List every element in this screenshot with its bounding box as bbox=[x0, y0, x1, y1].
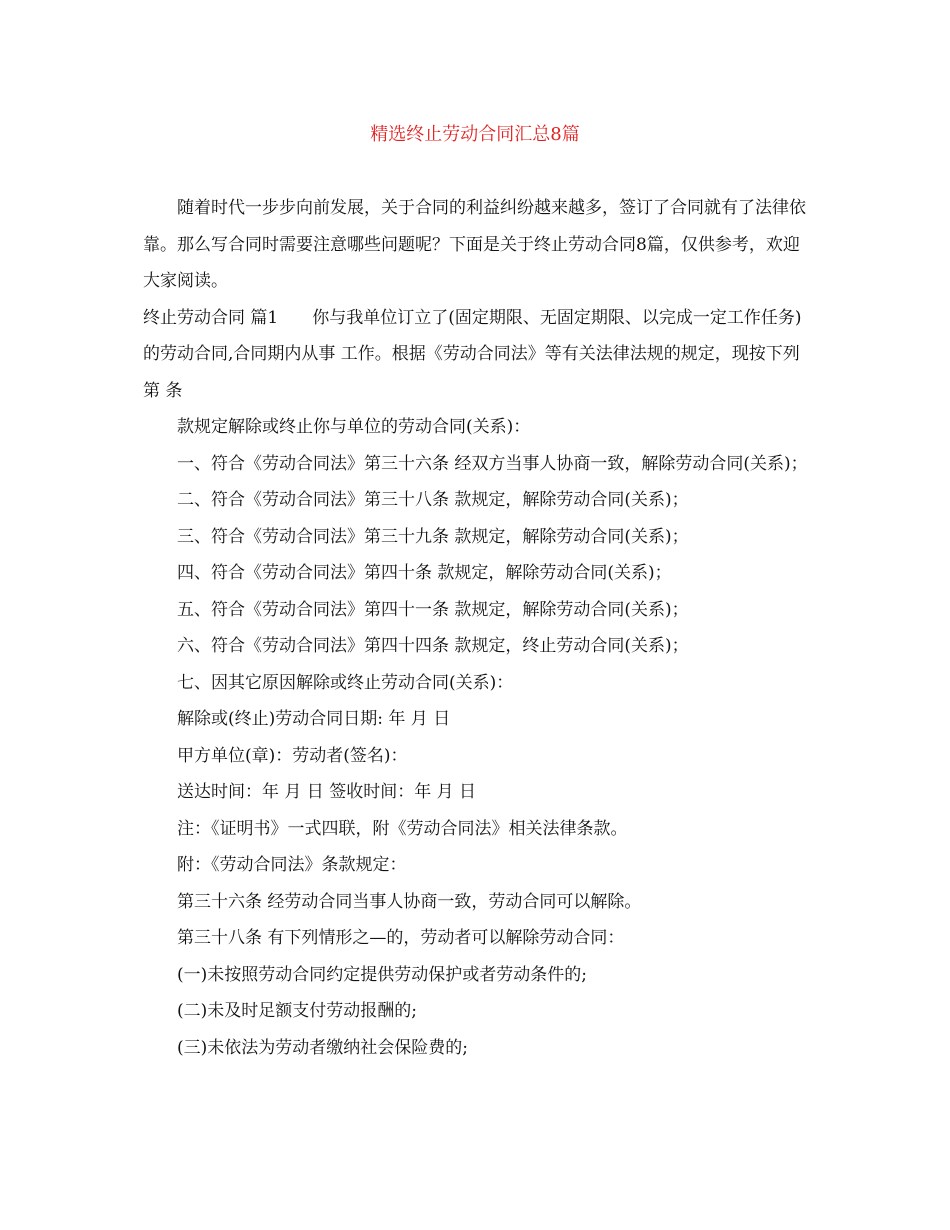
clause-paragraph: 三、符合《劳动合同法》第三十九条 款规定，解除劳动合同(关系)； bbox=[177, 526, 689, 547]
article-36-line: 第三十六条 经劳动合同当事人协商一致，劳动合同可以解除。 bbox=[177, 891, 642, 912]
list-item: (三)未依法为劳动者缴纳社会保险费的; bbox=[177, 1037, 468, 1058]
clause-paragraph: 款规定解除或终止你与单位的劳动合同(关系)： bbox=[177, 417, 531, 437]
list-item: (二)未及时足额支付劳动报酬的; bbox=[177, 1001, 417, 1021]
clause-paragraph: 一、符合《劳动合同法》第三十六条 经双方当事人协商一致，解除劳动合同(关系)； bbox=[177, 453, 808, 474]
date-line: 解除或(终止)劳动合同日期: 年 月 日 bbox=[177, 709, 451, 729]
clause-paragraph: 六、符合《劳动合同法》第四十四条 款规定，终止劳动合同(关系)； bbox=[177, 636, 689, 656]
note-line: 注：《证明书》一式四联，附《劳动合同法》相关法律条款。 bbox=[177, 818, 628, 839]
clause-paragraph: 二、符合《劳动合同法》第三十八条 款规定，解除劳动合同(关系)； bbox=[177, 490, 689, 510]
appendix-line: 附：《劳动合同法》条款规定： bbox=[177, 855, 407, 875]
clause-paragraph: 七、因其它原因解除或终止劳动合同(关系)： bbox=[177, 672, 514, 693]
section-1-paragraph bbox=[143, 300, 813, 410]
section-heading: 终止劳动合同 篇1 bbox=[143, 307, 279, 328]
document-body bbox=[143, 190, 813, 1066]
section-intro: 你与我单位订立了(固定期限、无固定期限、以完成一定工作任务)的劳动合同,合同期内从事 工作。根据《劳动合同法》等有关法律法规的规定，现按下列第 条 bbox=[143, 307, 802, 401]
clause-paragraph: 四、符合《劳动合同法》第四十条 款规定，解除劳动合同(关系)； bbox=[177, 563, 672, 583]
signature-line: 甲方单位(章)：劳动者(签名)： bbox=[177, 745, 408, 766]
intro-paragraph: 随着时代一步步向前发展，关于合同的利益纠纷越来越多，签订了合同就有了法律依靠。那么写合同时需要注意哪些问题呢？下面是关于终止劳动合同8篇，仅供参考，欢迎大家阅读。 bbox=[143, 198, 806, 291]
article-38-line: 第三十八条 有下列情形之—的，劳动者可以解除劳动合同： bbox=[177, 928, 625, 948]
clause-paragraph: 五、符合《劳动合同法》第四十一条 款规定，解除劳动合同(关系)； bbox=[177, 599, 689, 620]
list-item: (一)未按照劳动合同约定提供劳动保护或者劳动条件的; bbox=[177, 964, 587, 985]
document-title: 精选终止劳动合同汇总8篇 bbox=[370, 124, 580, 145]
delivery-line: 送达时间：年 月 日 签收时间：年 月 日 bbox=[177, 782, 477, 802]
